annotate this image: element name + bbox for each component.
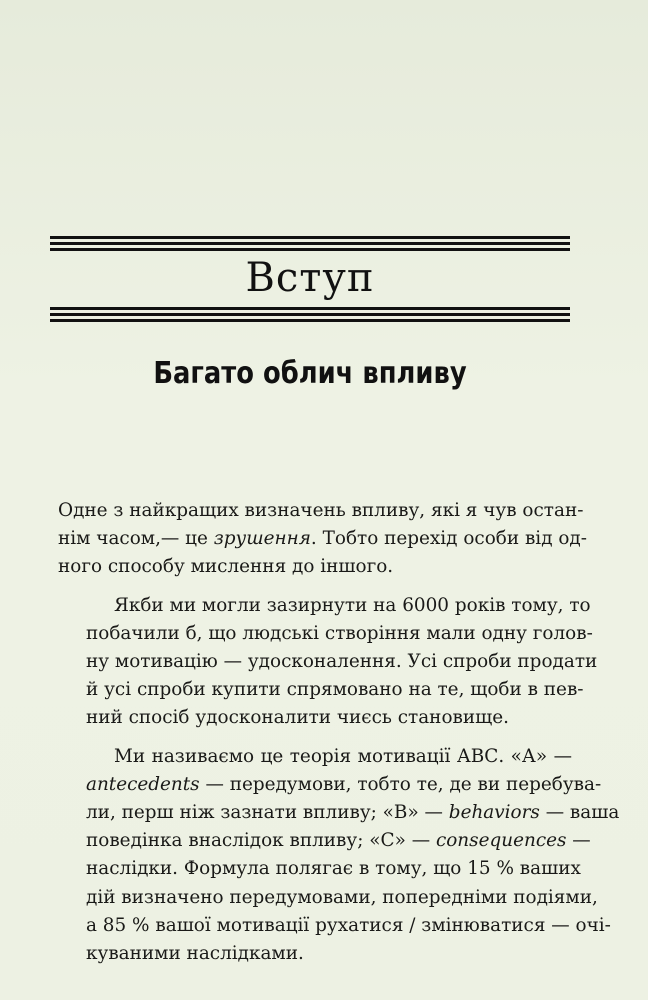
body-text xyxy=(58,497,620,968)
italic-term: consequences xyxy=(435,830,567,852)
text-line: ну мотивацію — удосконалення. Усі спроби продати xyxy=(86,651,598,673)
text-line: ного способу мислення до іншого. xyxy=(58,556,394,578)
italic-term: зрушення xyxy=(213,528,311,550)
text-line: а 85 % вашої мотивації рухатися / змінюватися — очі- xyxy=(86,914,611,936)
text-line: й усі спроби купити спрямовано на те, щоби в пев- xyxy=(86,679,584,701)
section-title: Багато облич впливу xyxy=(153,356,467,391)
chapter-bottom-rule xyxy=(50,307,570,325)
chapter-title: Вступ xyxy=(245,255,375,301)
text-line: ний спосіб удосконалити чиєсь становище. xyxy=(86,707,509,729)
italic-term: antecedents xyxy=(86,773,200,795)
text-line: Якби ми могли зазирнути на 6000 років тому, то xyxy=(114,594,591,616)
paragraph xyxy=(58,497,587,582)
text-line: наслідки. Формула полягає в тому, що 15 % ваших xyxy=(86,858,581,880)
text-line: дій визначено передумовами, попередніми подіями, xyxy=(86,886,598,908)
text-line: Ми називаємо це теорія мотивації АВС. «А» — xyxy=(114,745,572,767)
text-line: antecedents — передумови, тобто те, де ви перебува- xyxy=(86,773,602,795)
italic-term: behaviors xyxy=(448,802,540,824)
paragraph xyxy=(58,743,620,969)
text-line: ли, перш ніж зазнати впливу; «В» — behaviors — ваша xyxy=(86,802,620,824)
text-line: побачили б, що людські створіння мали одну голов- xyxy=(86,622,593,644)
text-line: Одне з найкращих визначень впливу, які я чув остан- xyxy=(58,500,584,521)
text-line: куваними наслідками. xyxy=(86,943,304,965)
paragraph xyxy=(58,592,598,733)
text-line: поведінка внаслідок впливу; «С» — consequences — xyxy=(86,830,591,852)
text-line: нім часом,— це зрушення. Тобто перехід особи від од- xyxy=(58,528,587,550)
